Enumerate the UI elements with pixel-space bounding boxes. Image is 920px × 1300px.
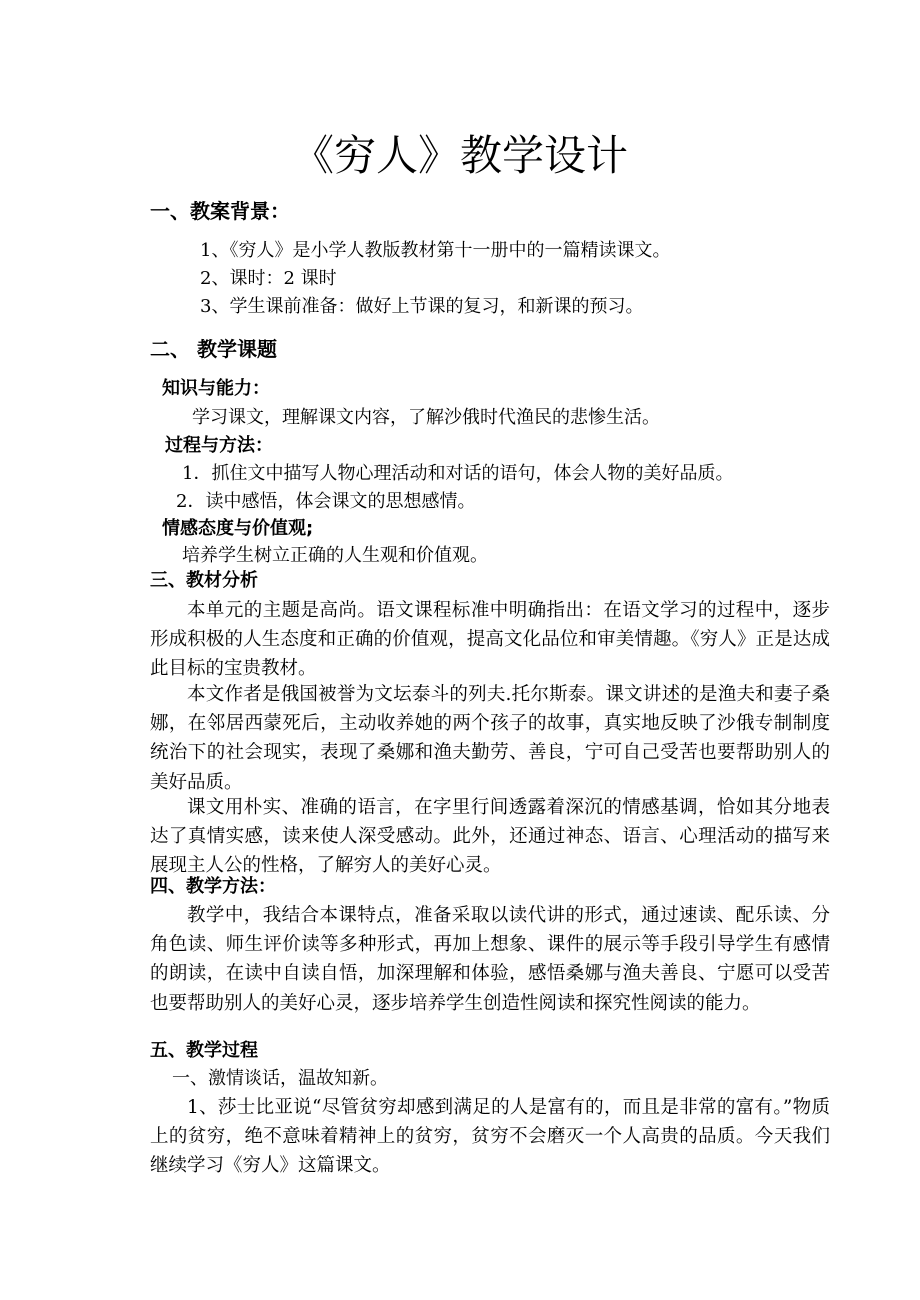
analysis-paragraph-1: 本单元的主题是高尚。语文课程标准中明确指出：在语文学习的过程中，逐步形成积极的人生态度和正确的价值观，提高文化品位和审美情趣。《穷人》正是达成此目标的宝贵教材。 [150, 600, 830, 680]
emotion-text: 培养学生树立正确的人生观和价值观。 [182, 545, 488, 566]
section-heading-topic: 二、 教学课题 [150, 337, 277, 361]
section-heading-analysis: 三、教材分析 [150, 570, 258, 591]
process-method-heading: 过程与方法： [165, 435, 273, 456]
knowledge-heading: 知识与能力： [162, 378, 270, 399]
background-item-1: 1、《穷人》是小学人教版教材第十一册中的一篇精读课文。 [200, 240, 671, 261]
section-heading-background: 一、教案背景： [150, 199, 290, 223]
method-paragraph: 教学中，我结合本课特点，准备采取以读代讲的形式，通过速读、配乐读、分角色读、师生评价读等多种形式，再加上想象、课件的展示等手段引导学生有感情的朗读，在读中自读自悟，加深理解和体验，感悟桑娜与渔夫善良、宁愿可以受苦也要帮助别人的美好心灵，逐步培养学生创造性阅读和探究性阅读的能力。 [150, 905, 830, 1014]
section-heading-process: 五、教学过程 [150, 1040, 258, 1061]
analysis-paragraph-2: 本文作者是俄国被誉为文坛泰斗的列夫.托尔斯泰。课文讲述的是渔夫和妻子桑娜，在邻居西蒙死后，主动收养她的两个孩子的故事，真实地反映了沙俄专制制度统治下的社会现实，表现了桑娜和渔夫勤劳、善良，宁可自己受苦也要帮助别人的美好品质。 [150, 684, 830, 793]
process-paragraph: 1、莎士比亚说“尽管贫穷却感到满足的人是富有的，而且是非常的富有。”物质上的贫穷，绝不意味着精神上的贫穷，贫穷不会磨灭一个人高贵的品质。今天我们继续学习《穷人》这篇课文。 [150, 1097, 830, 1177]
document-title: 《穷人》教学设计 [291, 131, 628, 180]
knowledge-text: 学习课文，理解课文内容，了解沙俄时代渔民的悲惨生活。 [192, 407, 660, 428]
analysis-paragraph-3: 课文用朴实、准确的语言，在字里行间透露着深沉的情感基调，恰如其分地表达了真情实感，读来使人深受感动。此外，还通过神态、语言、心理活动的描写来展现主人公的性格，了解穷人的美好心灵。 [150, 797, 830, 877]
process-method-item-1: 1．抓住文中描写人物心理活动和对话的语句，体会人物的美好品质。 [182, 463, 734, 484]
process-step-1: 一、激情谈话，温故知新。 [172, 1068, 388, 1089]
emotion-heading: 情感态度与价值观; [162, 518, 314, 539]
background-item-3: 3、学生课前准备：做好上节课的复习，和新课的预习。 [200, 296, 644, 317]
process-method-item-2: 2．读中感悟，体会课文的思想感情。 [176, 491, 476, 512]
section-heading-method: 四、教学方法： [150, 876, 276, 897]
background-item-2: 2、课时：2 课时 [200, 268, 337, 289]
